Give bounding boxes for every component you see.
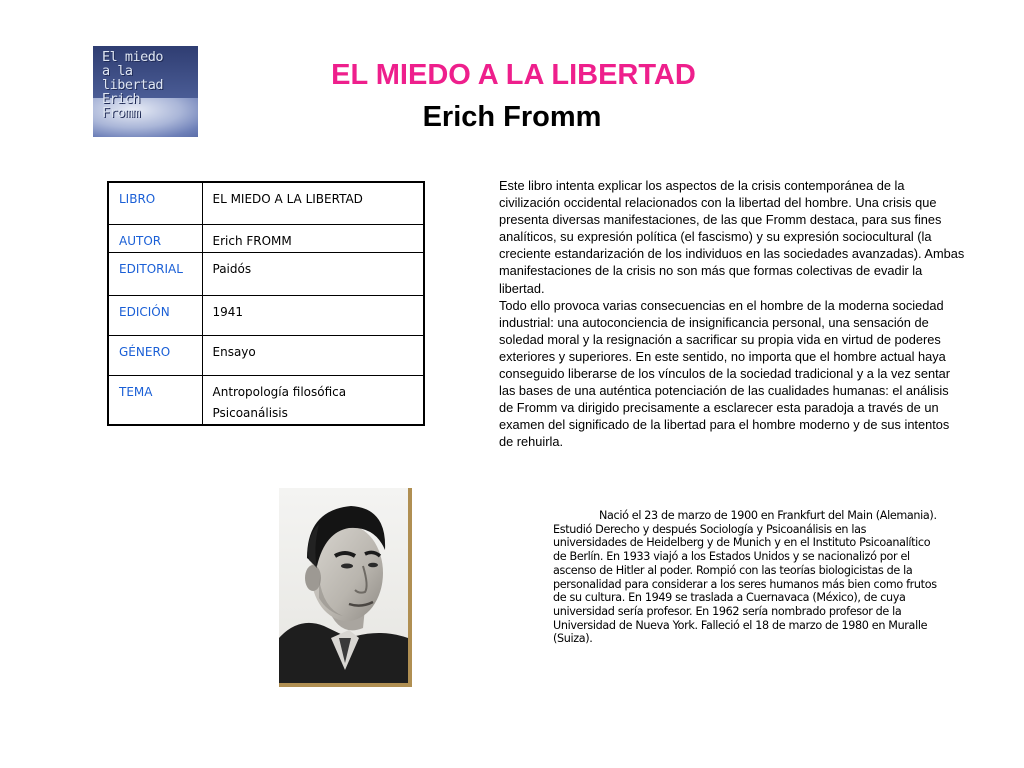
table-row xyxy=(108,295,424,335)
table-row xyxy=(108,224,424,252)
table-value-line: Antropología filosófica xyxy=(212,384,347,399)
page-title-text: EL MIEDO A LA LIBERTAD xyxy=(331,59,696,91)
book-description xyxy=(499,177,965,451)
table-key: LIBRO xyxy=(108,182,202,224)
page-subtitle: Erich Fromm xyxy=(422,101,602,133)
table-row xyxy=(108,375,424,425)
table-key: GÉNERO xyxy=(108,335,202,375)
table-value: Paidós xyxy=(202,252,424,295)
description-paragraph: Todo ello provoca varias consecuencias en el hombre de la moderna sociedad industrial: una autoconciencia de insignificancia personal, una sensación de soledad moral y la resignación a sacrificar su propia vida en virtud de poderes exteriores y superiores. En este sentido, no importa que el hombre actual haya conseguido liberarse de los vínculos de la sociedad tradicional y a la vez sentar las bases de una auténtica potenciación de las cualidades humanas: el análisis de Fromm va dirigido precisamente a esclarecer esta paradoja a través de un examen del significado de la libertad para el hombre moderno y de sus intentos de rehuirla. xyxy=(499,297,950,450)
table-key: TEMA xyxy=(108,375,202,425)
cover-text: El miedo a la libertad Erich Fromm xyxy=(102,49,164,121)
book-info-table xyxy=(107,181,425,426)
table-value xyxy=(202,375,424,425)
table-row xyxy=(108,182,424,224)
table-key: EDICIÓN xyxy=(108,295,202,335)
table-value-line: Psicoanálisis xyxy=(212,405,288,420)
table-value: Ensayo xyxy=(202,335,424,375)
table-key: EDITORIAL xyxy=(108,252,202,295)
table-row xyxy=(108,252,424,295)
table-row xyxy=(108,335,424,375)
author-biography: Nació el 23 de marzo de 1900 en Frankfurt del Main (Alemania). Estudió Derecho y después Sociología y Psicoanálisis en las universidades de Heidelberg y de Munich y en el Instituto Psicoanalítico de Berlín. En 1933 viajó a los Estados Unidos y se nacionalizó por el ascenso de Hitler al poder. Rompió con las teorías biologicistas de la personalidad para considerar a los seres humanos más bien como frutos de su cultura. En 1949 se traslada a Cuernavaca (México), de cuya universidad sería profesor. En 1962 sería nombrado profesor de la Universidad de Nueva York. Falleció el 18 de marzo de 1980 en Muralle (Suiza). xyxy=(553,509,937,646)
table-value: Erich FROMM xyxy=(202,224,424,252)
description-paragraph: Este libro intenta explicar los aspectos de la crisis contemporánea de la civilización occidental relacionados con la libertad del hombre. Una crisis que presenta diversas manifestaciones, de las que Fromm destaca, para sus fines analíticos, su expresión política (el fascismo) y su expresión sociocultural (la creciente estandarización de los individuos en las sociedades avanzadas). Ambas manifestaciones de la crisis no son más que formas colectivas de evadir la libertad. xyxy=(499,178,965,296)
table-value: 1941 xyxy=(202,295,424,335)
page-title xyxy=(0,58,1024,92)
author-photo xyxy=(279,488,412,687)
table-key: AUTOR xyxy=(108,224,202,252)
author-portrait-image xyxy=(279,488,408,683)
table-value: EL MIEDO A LA LIBERTAD xyxy=(202,182,424,224)
